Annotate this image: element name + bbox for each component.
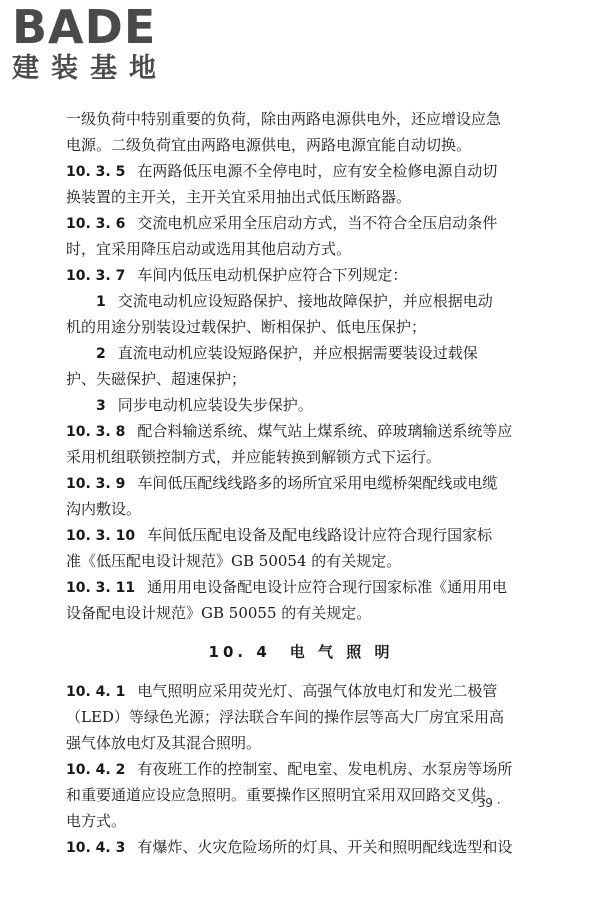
line-text: 电气照明应采用荧光灯、高强气体放电灯和发光二极管 [137,682,498,700]
line-text: 电方式。 [66,812,127,830]
line-text: 时，宜采用降压启动或选用其他启动方式。 [66,240,352,258]
line-text: 有爆炸、火灾危险场所的灯具、开关和照明配线选型和设 [137,838,513,856]
line-text: 同步电动机应装设失步保护。 [117,396,313,414]
logo-chinese-text: 建装基地 [12,53,168,84]
text-line [66,262,536,288]
clause-number: 10. 4. 2 [66,762,126,778]
clause-number: 10. 3. 10 [66,528,136,544]
text-line [66,470,536,496]
clause-number: 1 [96,294,106,310]
line-text: 通用用电设备配电设计应符合现行国家标准《通用用电 [147,578,508,596]
line-text: 和重要通道应设应急照明。重要操作区照明宜采用双回路交叉供 [66,786,487,804]
clause-number: 10. 3. 9 [66,476,126,492]
text-line [66,392,536,418]
text-line [66,574,536,600]
text-line [66,730,536,756]
logo-wordmark: BADE [12,0,157,54]
text-line [66,158,536,184]
text-line [66,210,536,236]
text-line [66,288,536,314]
clause-number: 10. 3. 5 [66,164,126,180]
clause-number: 3 [96,398,106,414]
line-text: 采用机组联锁控制方式，并应能转换到解锁方式下运行。 [66,448,442,466]
text-line [66,782,536,808]
line-text: 车间低压配电设备及配电线路设计应符合现行国家标 [147,526,493,544]
clause-number: 10. 4. 3 [66,840,126,856]
clause-number: 10. 3. 11 [66,580,136,596]
text-line [66,600,536,626]
line-text: 交流电动机应设短路保护、接地故障保护，并应根据电动 [117,292,493,310]
line-text: 车间低压配线线路多的场所宜采用电缆桥架配线或电缆 [137,474,498,492]
text-line [66,756,536,782]
text-line [66,366,536,392]
text-line [66,106,536,132]
line-text: 强气体放电灯及其混合照明。 [66,734,262,752]
text-line [66,340,536,366]
section-heading: 10. 4 电 气 照 明 [208,643,394,661]
line-text: （LED）等绿色光源；浮法联合车间的操作层等高大厂房宜采用高 [66,708,504,726]
text-line [66,678,536,704]
line-text: 一级负荷中特别重要的负荷，除由两路电源供电外，还应增设应急 [66,110,502,128]
text-line [66,522,536,548]
line-text: 交流电机应采用全压启动方式，当不符合全压启动条件 [137,214,498,232]
text-line [66,444,536,470]
line-text: 准《低压配电设计规范》GB 50054 的有关规定。 [66,552,402,570]
text-line [66,834,536,860]
line-text: 电源。二级负荷宜由两路电源供电，两路电源宜能自动切换。 [66,136,472,154]
text-line [66,418,536,444]
clause-number: 2 [96,346,106,362]
line-text: 在两路低压电源不全停电时，应有安全检修电源自动切 [137,162,498,180]
text-line [66,496,536,522]
bade-logo [8,2,178,86]
text-line [66,808,536,834]
line-text: 直流电动机应装设短路保护，并应根据需要装设过载保 [117,344,478,362]
page-number: · 39 · [470,796,501,810]
line-text: 换装置的主开关，主开关宜采用抽出式低压断路器。 [66,188,412,206]
text-line [66,704,536,730]
clause-number: 10. 3. 8 [66,424,126,440]
line-text: 沟内敷设。 [66,500,142,518]
text-line [66,314,536,340]
line-text: 配合料输送系统、煤气站上煤系统、碎玻璃输送系统等应 [137,422,513,440]
line-text: 有夜班工作的控制室、配电室、发电机房、水泵房等场所 [137,760,513,778]
text-line [66,184,536,210]
line-text: 设备配电设计规范》GB 50055 的有关规定。 [66,604,372,622]
line-text: 机的用途分别装设过载保护、断相保护、低电压保护； [66,318,427,336]
document-body [66,106,536,860]
text-line [66,132,536,158]
text-line [66,548,536,574]
clause-number: 10. 3. 7 [66,268,126,284]
line-text: 车间内低压电动机保护应符合下列规定： [137,266,408,284]
clause-number: 10. 3. 6 [66,216,126,232]
clause-number: 10. 4. 1 [66,684,126,700]
line-text: 护、失磁保护、超速保护； [66,370,247,388]
text-line [66,236,536,262]
